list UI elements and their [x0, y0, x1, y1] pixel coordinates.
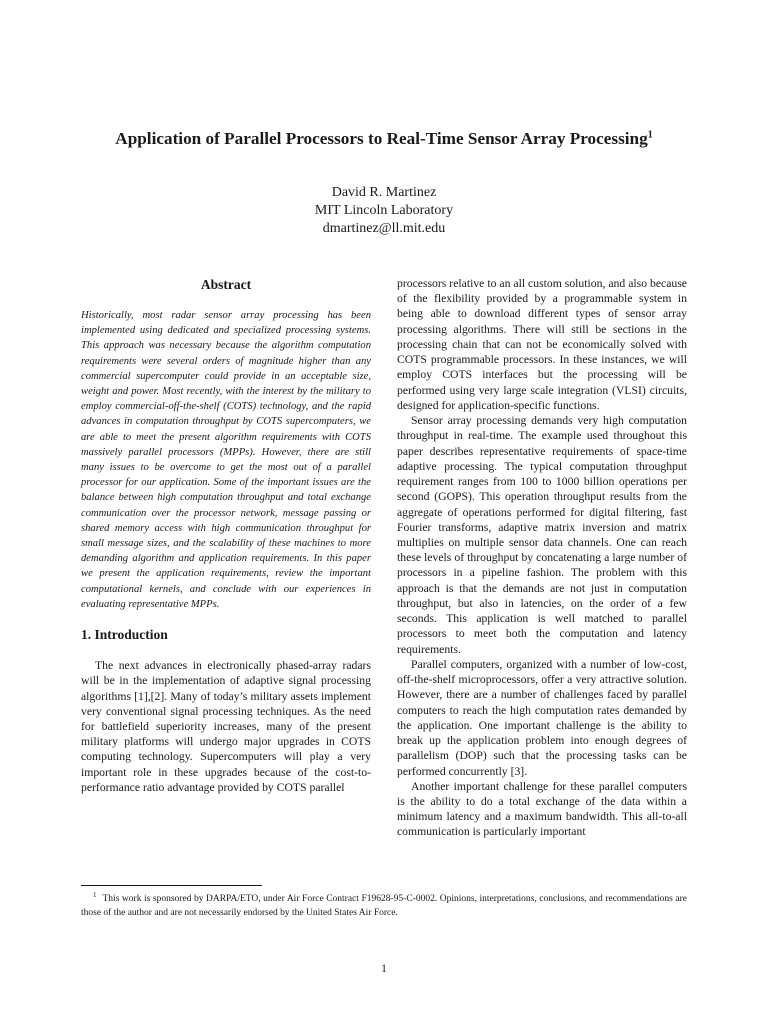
- parallel-computers-paragraph: Parallel computers, organized with a number of low-cost, off-the-shelf microprocessors, offer a very attractive solution. However, there are a number of challenges faced by parallel computers to reach the high computation rates demanded by the application. One important challenge is the ability to break up the application problem into enough degrees of parallelism (DOP) such that the processing tasks can be performed concurrently [3].: [397, 657, 687, 778]
- paper-title-text: Application of Parallel Processors to Real-Time Sensor Array Processing: [115, 129, 648, 148]
- title-footnote-mark: 1: [647, 129, 653, 141]
- author-email: dmartinez@ll.mit.edu: [322, 221, 446, 236]
- footnote-divider: [81, 885, 262, 886]
- footnote-mark: 1: [93, 890, 97, 899]
- author-block: [184, 184, 584, 238]
- continued-paragraph: processors relative to an all custom solution, and also because of the flexibility provided by a programmable system in being able to download different types of sensor array processing algorithms. There will still be sections in the processing chain that can not be economically solved with COTS programmable processors. In these instances, we will employ COTS interfaces but the processing will be performed using very large scale integration (VLSI) circuits, designed for application-specific functions.: [397, 277, 687, 412]
- footnote: [81, 892, 687, 920]
- right-column: [397, 276, 687, 840]
- challenge-paragraph: Another important challenge for these parallel computers is the ability to do a total exchange of the data within a minimum latency and a maximum bandwidth. This all-to-all communication is particularly important: [397, 779, 687, 839]
- left-column: [81, 276, 371, 795]
- footnote-text: This work is sponsored by DARPA/ETO, under Air Force Contract F19628-95-C-0002. Opinions, interpretations, conclusions, and recommendations are those of the author and are not necessarily endorsed by the United States Air Force.: [81, 894, 687, 918]
- introduction-paragraph: The next advances in electronically phased-array radars will be in the implementation of adaptive signal processing algorithms [1],[2]. Many of today’s military assets implement very conventional signal processing techniques. As the need for battlefield superiority increases, many of the present military platforms will undergo major upgrades in COTS computing technology. Supercomputers will play a very important role in these upgrades because of the cost-to-performance ratio advantage provided by COTS parallel: [81, 659, 371, 794]
- introduction-heading: 1. Introduction: [81, 627, 168, 643]
- sensor-array-paragraph: Sensor array processing demands very high computation throughput in real-time. The example used throughout this paper describes representative requirements of space-time adaptive processing. The typical computation throughput requirement ranges from 100 to 1000 billion operations per second (GOPS). This operation throughput results from the aggregate of operations performed for digital filtering, fast Fourier transforms, adaptive matrix inversion and matrix multiplies on multiple sensor data channels. One can reach these levels of throughput by concatenating a large number of processors in a pipeline fashion. The problem with this approach is that the demands are not just in computation throughput, but also in latencies, on the order of a few seconds. This application is well matched to parallel processors to meet both the computation and latency requirements.: [397, 414, 687, 656]
- author-affiliation: MIT Lincoln Laboratory: [314, 203, 454, 218]
- paper-title: [40, 128, 728, 150]
- page-number: 1: [381, 963, 387, 975]
- abstract-heading: Abstract: [200, 277, 252, 292]
- abstract-text: Historically, most radar sensor array processing has been implemented using dedicated and specialized processing systems. This approach was necessary because the algorithm computation requirements were several orders of magnitude higher than any commercial supercomputer could provide in an acceptable size, weight and power. Most recently, with the interest by the military to employ commercial-off-the-shelf (COTS) technology, and the rapid advances in computation throughput by COTS supercomputers, we are able to meet the present algorithm requirements with COTS massively parallel processors (MPPs). However, there are still many issues to be overcome to get the most out of a parallel processor for our application. Some of the important issues are the balance between high computation throughput and total exchange communication over the processor network, message passing or shared memory access with high communication throughput for small message sizes, and the scalability of these machines to more demanding algorithm and application requirements. In this paper we present the application requirements, review the important computational kernels, and conclude with our experiences in evaluating representative MPPs.: [81, 310, 371, 610]
- author-name: David R. Martinez: [331, 185, 437, 200]
